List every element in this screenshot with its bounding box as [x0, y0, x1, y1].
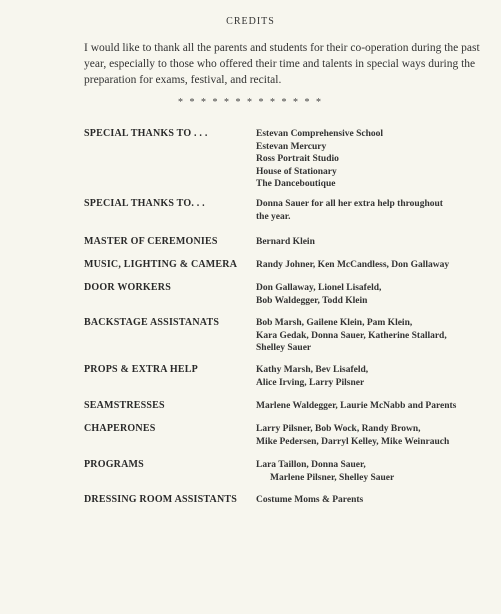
credit-names	[256, 128, 486, 191]
credit-name-line: Bernard Klein	[256, 237, 315, 247]
credit-names	[256, 317, 486, 355]
credit-name-line: the year.	[256, 211, 291, 222]
star-divider: * * * * * * * * * * * * *	[178, 97, 323, 108]
credit-name-line: Shelley Sauer	[256, 343, 312, 353]
credit-names	[256, 400, 486, 413]
credit-name-line: House of Stationary	[256, 166, 337, 177]
credit-names	[256, 259, 486, 272]
credit-name-line: Marlene Pilsner, Shelley Sauer	[270, 472, 395, 483]
credit-name-line: Bob Waldegger, Todd Klein	[256, 295, 368, 306]
credit-label: PROGRAMS	[84, 459, 144, 470]
credit-names	[256, 494, 486, 507]
credit-label: CHAPERONES	[84, 423, 156, 434]
credit-names	[256, 282, 486, 307]
intro-paragraph: I would like to thank all the parents and students for their co-operation during the past year, especially to those who offered their time and talents in special ways during the preparation for exams, festival, and recital.	[84, 42, 480, 86]
credit-label: MUSIC, LIGHTING & CAMERA	[84, 259, 238, 270]
credit-name-line: Larry Pilsner, Bob Wock, Randy Brown,	[256, 424, 421, 434]
credit-name-line: Randy Johner, Ken McCandless, Don Gallaway	[256, 260, 450, 270]
credit-name-line: Lara Taillon, Donna Sauer,	[256, 460, 366, 470]
credit-label: SEAMSTRESSES	[84, 400, 165, 411]
credit-name-line: Donna Sauer for all her extra help throughout	[256, 199, 443, 209]
credit-names	[256, 236, 486, 249]
credit-label: PROPS & EXTRA HELP	[84, 364, 198, 375]
credit-name-line: Alice Irving, Larry Pilsner	[256, 377, 365, 388]
credit-name-line: Estevan Mercury	[256, 141, 327, 152]
credit-label: DRESSING ROOM ASSISTANTS	[84, 494, 237, 505]
credit-name-line: Mike Pedersen, Darryl Kelley, Mike Weinrauch	[256, 436, 450, 447]
credit-name-line: The Danceboutique	[256, 179, 336, 189]
credit-label: BACKSTAGE ASSISTANATS	[84, 317, 220, 328]
credit-label: SPECIAL THANKS TO . . .	[84, 128, 208, 139]
credit-label: SPECIAL THANKS TO. . .	[84, 198, 205, 209]
credit-names	[256, 198, 486, 223]
credit-name-line: Marlene Waldegger, Laurie McNabb and Parents	[256, 401, 457, 411]
credit-name-line: Bob Marsh, Gailene Klein, Pam Klein,	[256, 318, 413, 328]
credit-name-line: Estevan Comprehensive School	[256, 129, 384, 139]
credit-name-line: Don Gallaway, Lionel Lisafeld,	[256, 283, 382, 293]
credit-label: DOOR WORKERS	[84, 282, 171, 293]
page-title: CREDITS	[226, 16, 275, 27]
credit-name-line: Costume Moms & Parents	[256, 495, 364, 505]
credit-name-line: Kara Gedak, Donna Sauer, Katherine Stallard,	[256, 330, 447, 341]
credit-names	[256, 423, 486, 448]
credit-names	[256, 364, 486, 389]
credit-label: MASTER OF CEREMONIES	[84, 236, 218, 247]
credit-name-line: Ross Portrait Studio	[256, 154, 339, 164]
credit-names	[256, 459, 486, 484]
credit-name-line: Kathy Marsh, Bev Lisafeld,	[256, 365, 369, 375]
